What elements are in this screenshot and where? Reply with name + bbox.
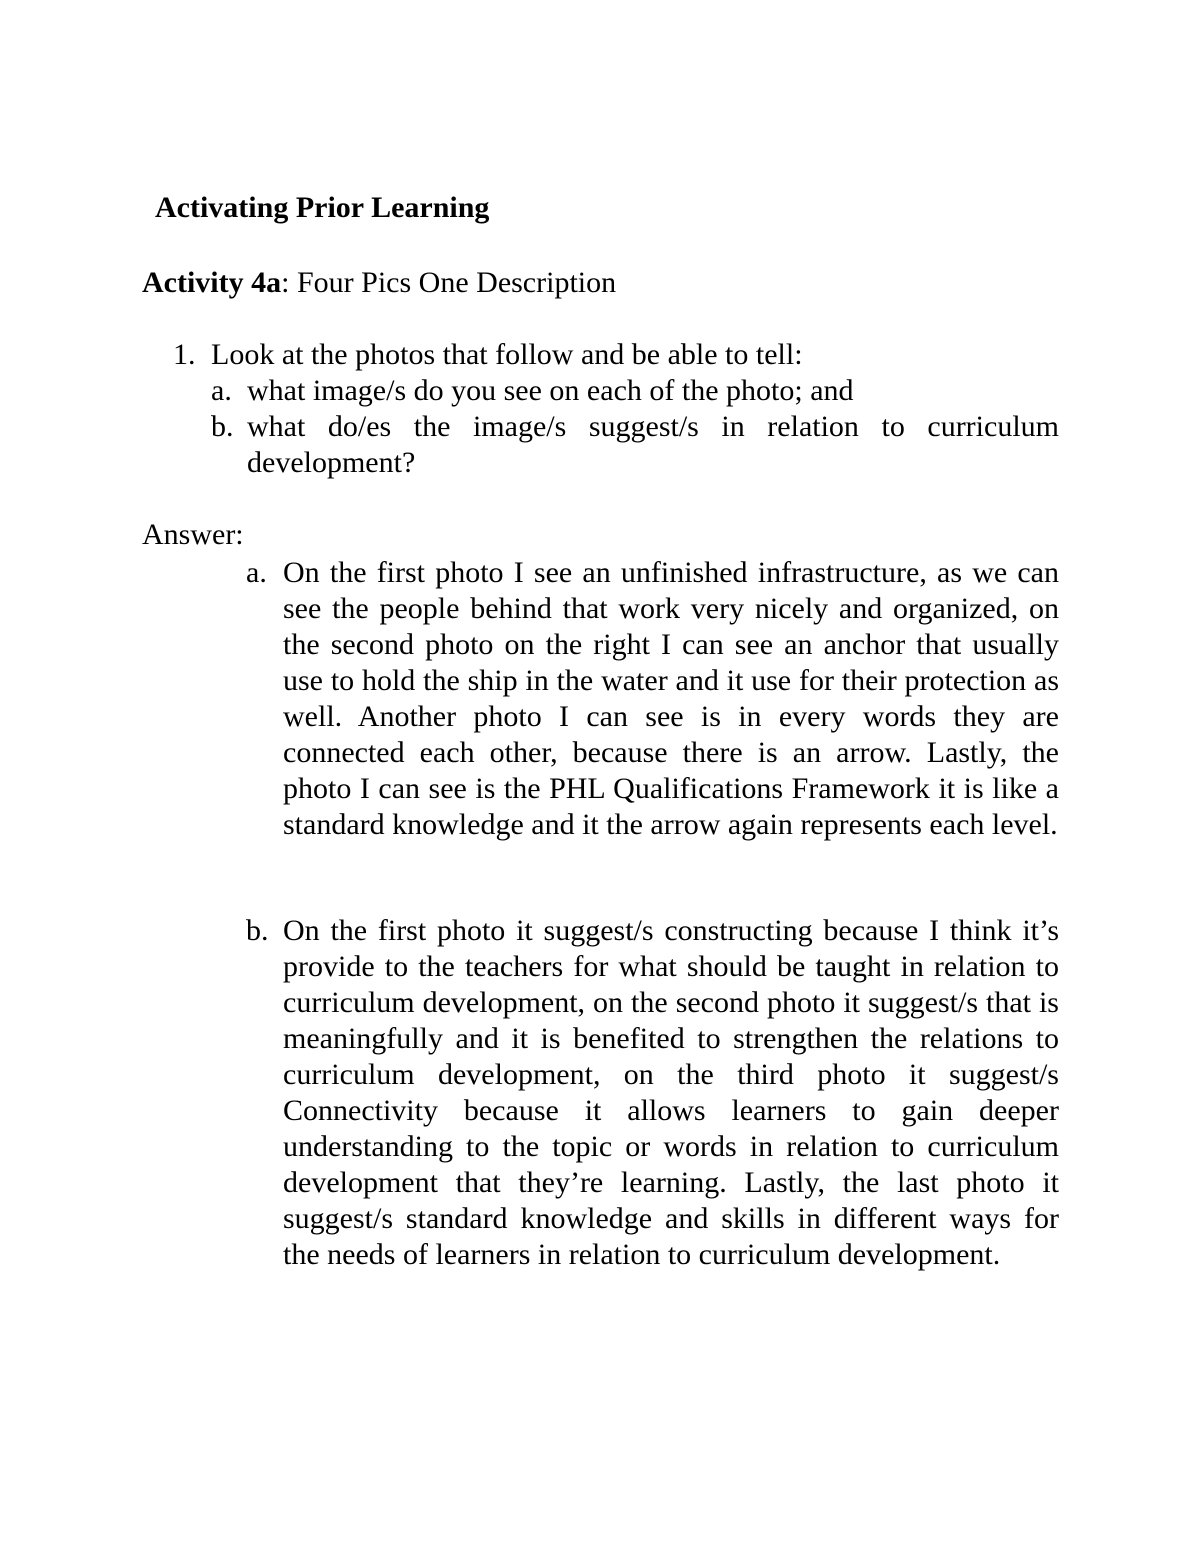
question-number: 1. — [173, 338, 196, 371]
question-text: Look at the photos that follow and be able to tell: — [211, 338, 803, 371]
answer-marker-b: b. — [246, 914, 269, 947]
activity-name: Four Pics One Description — [289, 266, 617, 299]
question-sub-marker-a: a. — [211, 374, 232, 407]
question-sub-marker-b: b. — [211, 410, 234, 443]
answer-paragraph-a: On the first photo I see an unfinished infrastructure, as we can see the people behind that work very nicely and organized, on the second photo on the right I can see an anchor that usually use to hold the ship in the water and it use for their protection as well. Another photo I can see is in every words they are connected each other, because there is an arrow. Lastly, the photo I can see is the PHL Qualifications Framework it is like a standard knowledge and it the arrow again represents each level. — [283, 556, 1059, 841]
answer-marker-a: a. — [246, 556, 267, 589]
question-sub-item-b: what do/es the image/s suggest/s in relation to curriculum development? — [247, 410, 1059, 479]
answer-paragraph-b: On the first photo it suggest/s constructing because I think it’s provide to the teachers for what should be taught in relation to curriculum development, on the second photo it suggest/s that is meaningfully and it is benefited to strengthen the relations to curriculum development, on the third photo it suggest/s Connectivity because it allows learners to gain deeper understanding to the topic or words in relation to curriculum development that they’re learning. Lastly, the last photo it suggest/s standard knowledge and skills in different ways for the needs of learners in relation to curriculum development. — [283, 914, 1059, 1271]
activity-label: Activity 4a — [142, 266, 282, 299]
activity-title — [142, 263, 616, 303]
question-sub-item-a: what image/s do you see on each of the photo; and — [247, 374, 854, 407]
answer-label: Answer: — [142, 518, 244, 551]
activity-colon: : — [281, 266, 290, 299]
document-heading: Activating Prior Learning — [155, 191, 490, 224]
